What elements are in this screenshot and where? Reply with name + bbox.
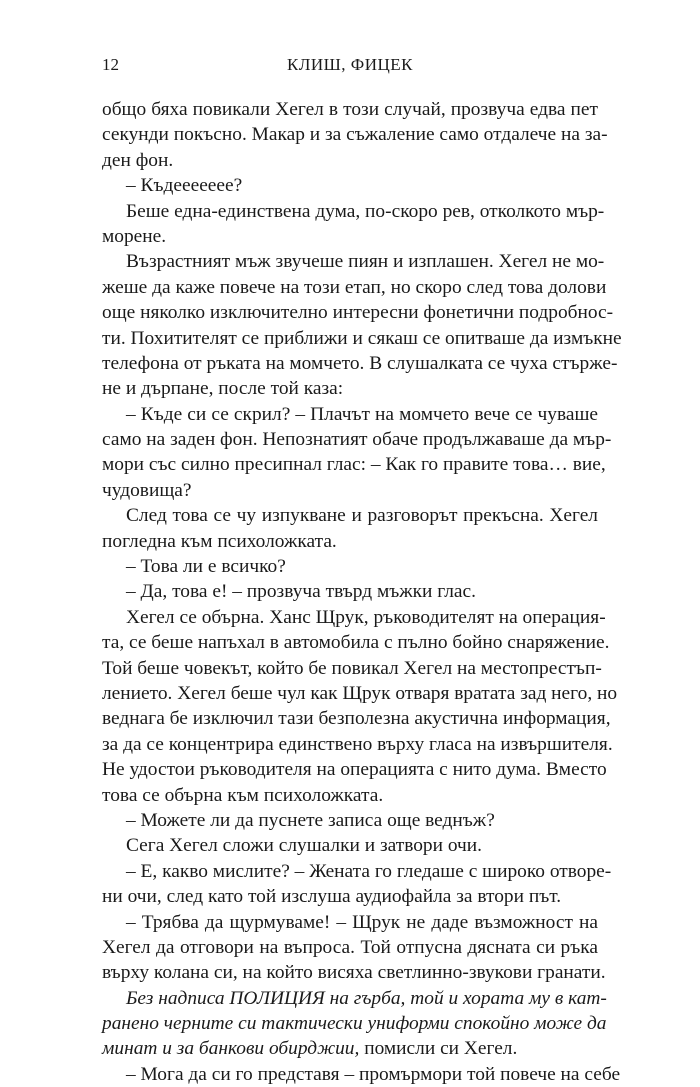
text-line: още няколко изключително интересни фонетични подробнос-	[102, 302, 614, 324]
page-number: 12	[102, 55, 119, 74]
text-line: за да се концентрира единствено върху гласа на извършителя.	[102, 733, 613, 755]
text-line: жеше да каже повече на този етап, но скоро след това долови	[102, 276, 607, 298]
text-line: не и дърпане, после той каза:	[102, 378, 344, 400]
text-line: – Можете ли да пуснете записа още веднъж?	[126, 809, 495, 831]
text-line: лението. Хегел беше чул как Щрук отваря вратата зад него, но	[102, 682, 618, 704]
text-line: чудовища?	[102, 479, 192, 501]
text-line: ден фон.	[102, 149, 174, 171]
text-line: Той беше човекът, който бе повикал Хегел на местопрестъп-	[102, 657, 602, 679]
text-line: – Да, това е! – прозвуча твърд мъжки глас.	[126, 581, 476, 603]
text-line: – Къдеееееее?	[126, 175, 243, 197]
text-line: секунди покъсно. Макар и за съжаление само отдалече на за-	[102, 124, 608, 146]
text-line: Сега Хегел сложи слушалки и затвори очи.	[126, 835, 483, 857]
text-line: – Трябва да щурмуваме! – Щрук не даде възможност на	[126, 911, 598, 933]
text-line: ранено черните си тактически униформи спокойно може да	[102, 1013, 607, 1035]
body-text	[102, 97, 622, 1087]
text-line: – Е, какво мислите? – Жената го гледаше с широко отворе-	[126, 860, 612, 882]
text-line: морене.	[102, 225, 167, 247]
text-line: общо бяха повикали Хегел в този случай, прозвуча едва пет	[102, 99, 598, 120]
text-line: върху колана си, на който висяха светлинно-звукови гранати.	[102, 962, 606, 984]
text-line: Не удостои ръководителя на операцията с нито дума. Вместо	[102, 759, 607, 781]
text-line: само на заден фон. Непознатият обаче продължаваше да мър-	[102, 429, 612, 451]
text-line: Беше една-единствена дума, по-скоро рев, отколкото мър-	[126, 200, 605, 222]
text-line: Без надписа ПОЛИЦИЯ на гърба, той и хората му в кат-	[126, 987, 607, 1009]
text-line: веднага бе изключил тази безполезна акустична информация,	[102, 708, 611, 730]
text-line: телефона от ръката на момчето. В слушалката се чуха стърже-	[102, 352, 618, 374]
text-line: погледна към психоложката.	[102, 530, 337, 552]
text-line: – Това ли е всичко?	[126, 556, 286, 578]
italic-fragment: минат и за банкови обирджии,	[102, 1038, 360, 1060]
text-line: След това се чу изпукване и разговорът прекъсна. Хегел	[126, 505, 598, 527]
text-line: ти. Похитителят се приближи и сякаш се опитваше да измъкне	[102, 327, 622, 349]
text-line: – Къде си се скрил? – Плачът на момчето вече се чуваше	[126, 403, 598, 425]
text-fragment: помисли си Хегел.	[359, 1038, 518, 1060]
text-line	[102, 1036, 598, 1061]
running-head: КЛИШ, ФИЦЕК	[286, 55, 413, 74]
text-line: ни очи, след като той изслуша аудиофайла за втори път.	[102, 886, 562, 908]
text-line: Хегел се обърна. Ханс Щрук, ръководителят на операция-	[126, 606, 606, 628]
text-line: мори със силно пресипнал глас: – Как го правите това… вие,	[102, 454, 606, 476]
text-line: Възрастният мъж звучеше пиян и изплашен. Хегел не мо-	[126, 251, 605, 273]
text-line: – Мога да си го представя – промърмори той повече на себе	[126, 1063, 621, 1085]
text-line: Хегел да отговори на въпроса. Той отпусна дясната си ръка	[102, 936, 598, 958]
text-line: та, се беше напъхал в автомобила с пълно бойно снаряжение.	[102, 632, 610, 654]
text-line: това се обърна към психоложката.	[102, 784, 384, 806]
